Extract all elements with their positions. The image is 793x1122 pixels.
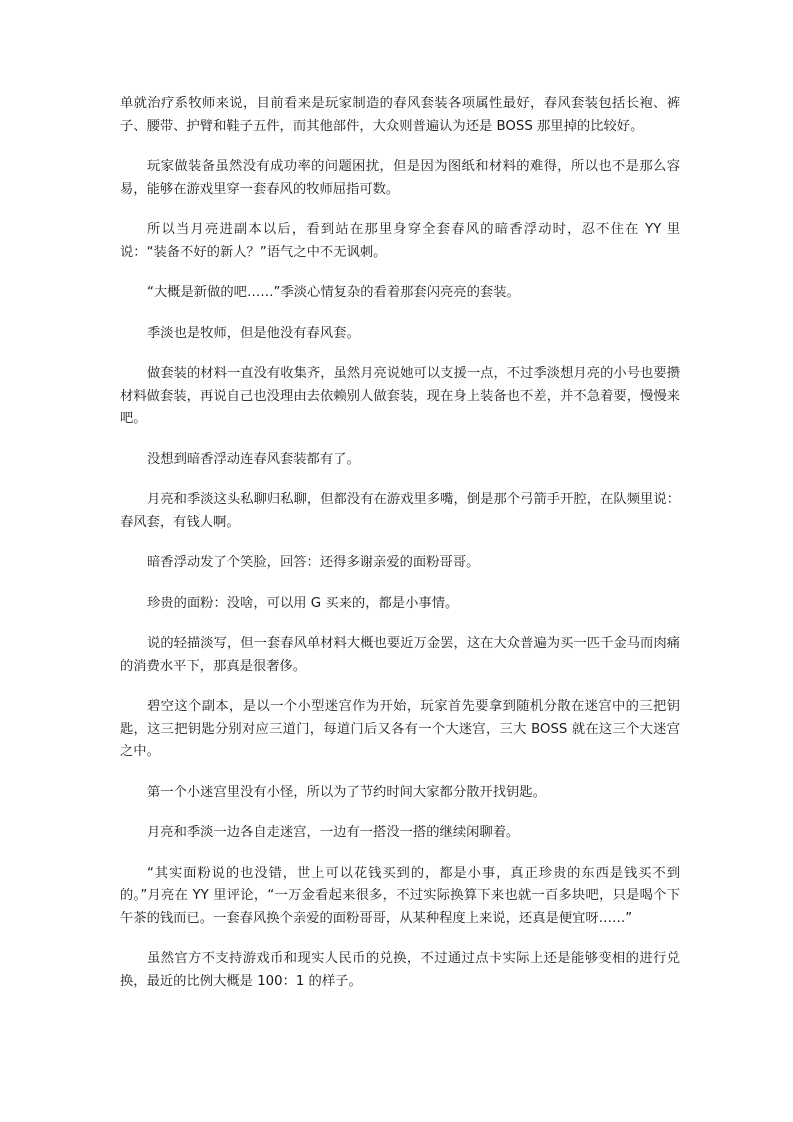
paragraph: 没想到暗香浮动连春风套装都有了。 — [147, 451, 360, 467]
paragraph: 单就治疗系牧师来说，目前看来是玩家制造的春风套装各项属性最好，春风套装包括长袍、裤子、腰带、护臂和鞋子五件，而其他部件，大众则普遍认为还是 BOSS 那里掉的比较好。 — [120, 96, 680, 134]
paragraph: 月亮和季淡这头私聊归私聊，但都没有在游戏里多嘴，倒是那个弓箭手开腔，在队频里说：春风套，有钱人啊。 — [120, 492, 680, 530]
paragraph: 季淡也是牧师，但是他没有春风套。 — [147, 325, 360, 341]
paragraph: 玩家做装备虽然没有成功率的问题困扰，但是因为图纸和材料的难得，所以也不是那么容易，能够在游戏里穿一套春风的牧师屈指可数。 — [120, 159, 680, 197]
paragraph: 月亮和季淡一边各自走迷宫，一边有一搭没一搭的继续闲聊着。 — [147, 825, 520, 840]
paragraph: 碧空这个副本，是以一个小型迷宫作为开始，玩家首先要拿到随机分散在迷宫中的三把钥匙，这三把钥匙分别对应三道门，每道门后又各有一个大迷宫，三大 BOSS 就在这三个大迷宫之中。 — [120, 699, 680, 759]
paragraph: 所以当月亮进副本以后，看到站在那里身穿全套春风的暗香浮动时，忍不住在 YY 里说：“装备不好的新人？”语气之中不无讽刺。 — [120, 222, 680, 260]
paragraph: 做套装的材料一直没有收集齐，虽然月亮说她可以支援一点，不过季淡想月亮的小号也要攒材料做套装，再说自己也没理由去依赖别人做套装，现在身上装备也不差，并不急着要，慢慢来吧。 — [120, 366, 680, 426]
paragraph: 暗香浮动发了个笑脸，回答：还得多谢亲爱的面粉哥哥。 — [147, 555, 480, 570]
paragraph: “其实面粉说的也没错，世上可以花钱买到的，都是小事，真正珍贵的东西是钱买不到的。”月亮在 YY 里评论，“一万金看起来很多，不过实际换算下来也就一百多块吧，只是喝个下午茶的钱而已。一套春风换个亲爱的面粉哥哥，从某种程度上来说，还真是便宜呀……” — [120, 865, 680, 926]
paragraph: “大概是新做的吧……”季淡心情复杂的看着那套闪亮亮的套装。 — [147, 285, 520, 300]
paragraph: 说的轻描淡写，但一套春风单材料大概也要近万金罢，这在大众普遍为买一匹千金马而肉痛的消费水平下，那真是很奢侈。 — [120, 636, 680, 674]
document-body — [120, 93, 680, 1011]
paragraph: 珍贵的面粉：没啥，可以用 G 买来的，都是小事情。 — [147, 595, 459, 611]
paragraph: 虽然官方不支持游戏币和现实人民币的兑换，不过通过点卡实际上还是能够变相的进行兑换，最近的比例大概是 100：1 的样子。 — [120, 951, 680, 989]
paragraph: 第一个小迷宫里没有小怪，所以为了节约时间大家都分散开找钥匙。 — [147, 784, 546, 800]
